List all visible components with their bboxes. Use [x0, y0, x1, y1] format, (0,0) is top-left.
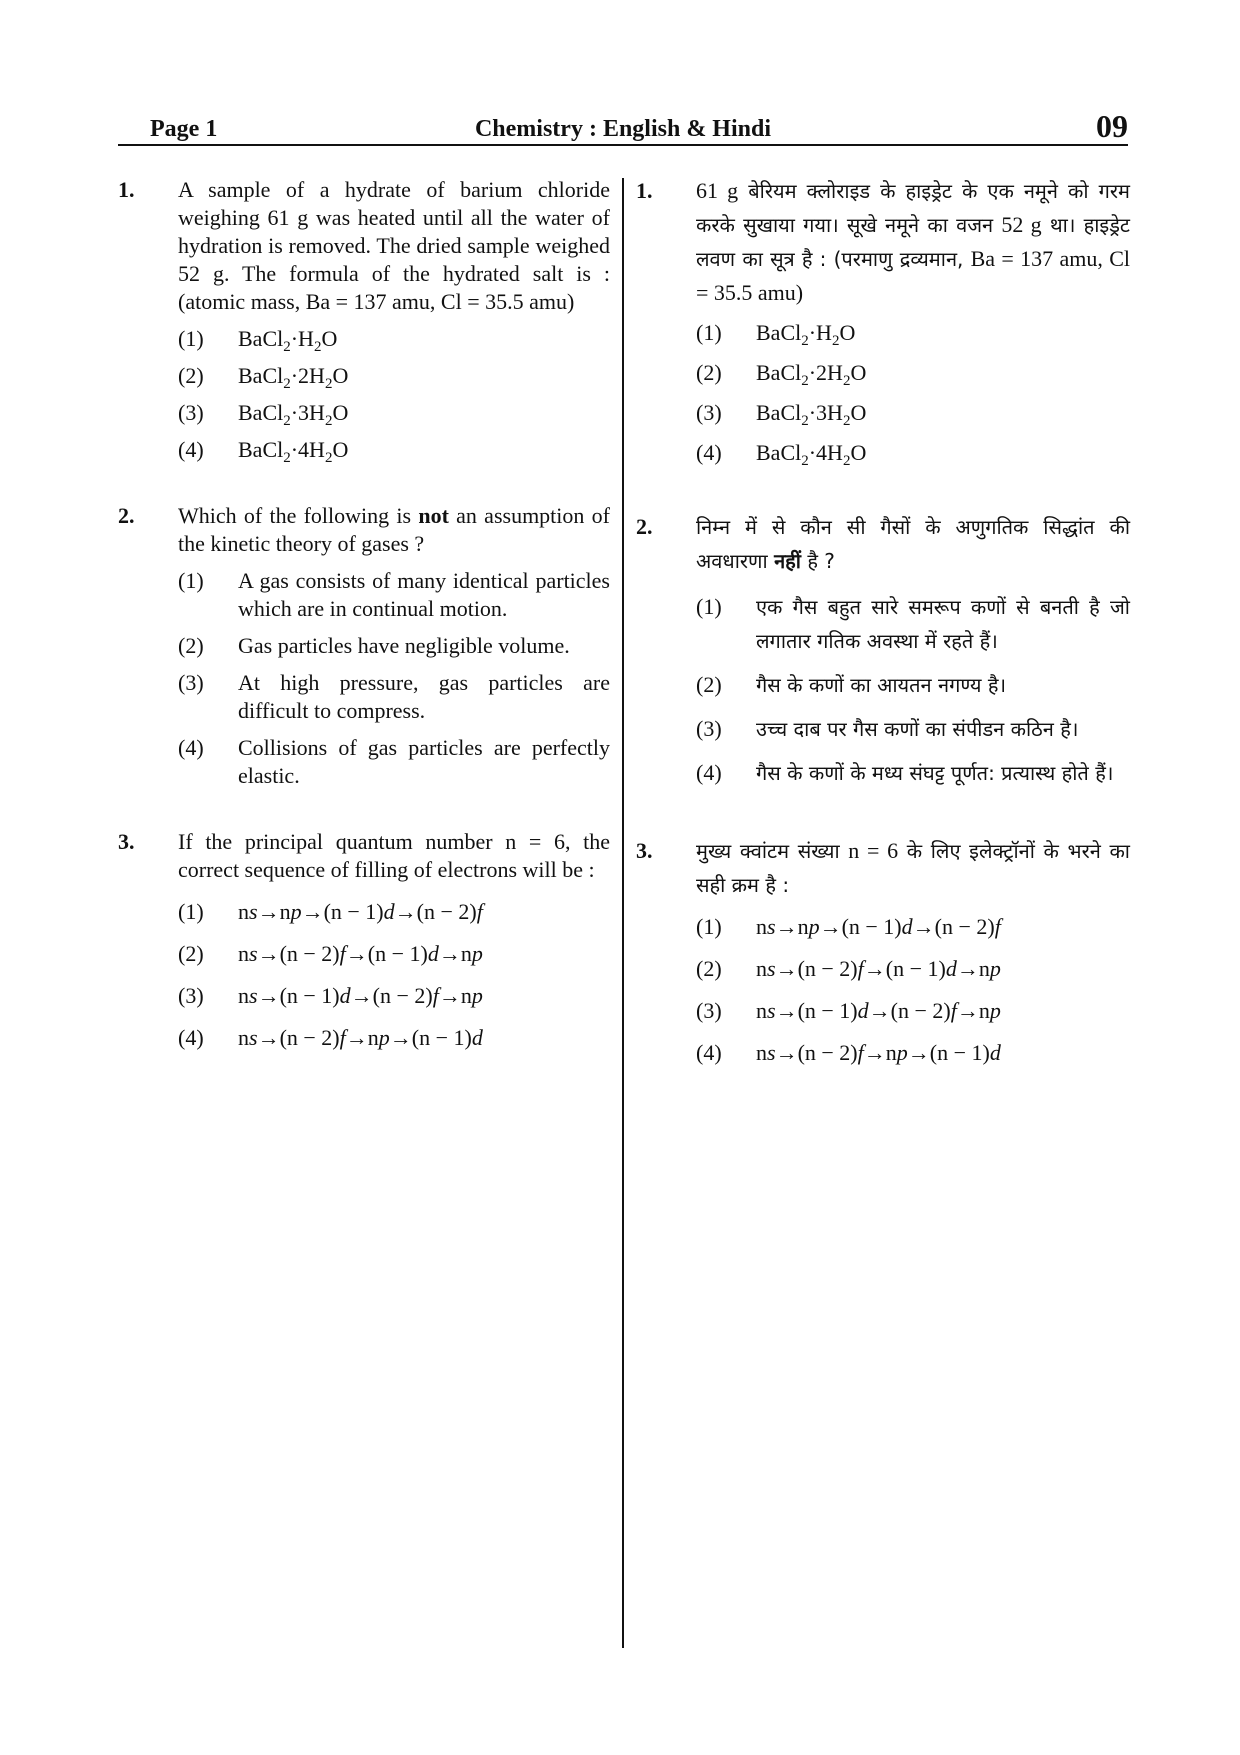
option-number: (3) [696, 716, 722, 741]
stem-text: n = 6 [848, 838, 899, 863]
option-2 [696, 356, 1130, 390]
option-1 [178, 567, 610, 623]
option-1 [696, 590, 1130, 658]
option-4 [178, 734, 610, 790]
option-text: ns→np→(n − 1)d→(n − 2)f [756, 914, 1001, 939]
question-stem [178, 502, 610, 558]
option-4 [696, 756, 1130, 790]
stem-text: 61 g [696, 178, 739, 203]
option-number: (4) [696, 440, 722, 465]
option-number: (3) [696, 998, 722, 1023]
question-number: 1. [118, 177, 135, 202]
option-number: (2) [178, 941, 204, 966]
option-text: $BaCl_2\cdot 4H_2O$ [756, 440, 867, 469]
option-number: (1) [696, 320, 722, 345]
option-text: Gas particles have negligible volume. [238, 633, 570, 658]
column-divider [622, 178, 624, 1648]
option-text: ns→(n − 2)f→(n − 1)d→np [238, 941, 483, 966]
question-stem [696, 834, 1130, 902]
stem-text: Ba = 137 amu, Cl = 35.5 amu) [696, 246, 1130, 305]
option-text: ns→(n − 2)f→np→(n − 1)d [238, 1025, 483, 1050]
option-text: $BaCl_2\cdot H_2O$ [238, 326, 338, 355]
option-1 [696, 316, 1130, 350]
option-3 [178, 669, 610, 725]
option-text: ns→(n − 2)f→np→(n − 1)d [756, 1040, 1001, 1065]
option-text: एक गैस बहुत सारे समरूप कणों से बनती है जो लगातार गतिक अवस्था में रहते हैं। [756, 595, 1130, 653]
option-text: $BaCl_2\cdot 2H_2O$ [756, 360, 867, 389]
option-number: (1) [178, 568, 204, 593]
option-text: ns→(n − 1)d→(n − 2)f→np [756, 998, 1001, 1023]
option-number: (1) [696, 594, 722, 619]
stem-text: है ? [800, 549, 835, 573]
page-header [118, 108, 1128, 148]
option-text: $BaCl_2\cdot 3H_2O$ [238, 400, 349, 429]
hindi-column [636, 174, 1130, 1070]
option-3 [178, 399, 610, 427]
stem-text: 52 g [1001, 212, 1042, 237]
option-number: (3) [178, 983, 204, 1008]
option-4 [178, 436, 610, 464]
option-3 [696, 396, 1130, 430]
option-text: $BaCl_2\cdot 3H_2O$ [756, 400, 867, 429]
page-title: Chemistry : English & Hindi [474, 116, 772, 142]
paper-code: 09 [1096, 108, 1128, 144]
option-list [696, 316, 1130, 470]
header-rule [118, 144, 1128, 146]
question-3-en [118, 828, 610, 1052]
option-text: ns→(n − 1)d→(n − 2)f→np [238, 983, 483, 1008]
stem-text: Which of the following is [178, 503, 419, 528]
option-number: (2) [696, 672, 722, 697]
stem-text: था। हाइड्रेट लवण का सूत्र है : (परमाणु द्रव्यमान, [696, 213, 1131, 271]
option-list [178, 325, 610, 464]
option-list [178, 567, 610, 790]
question-stem: A sample of a hydrate of barium chloride weighing 61 g was heated until all the water of hydration is removed. The dried sample weighed 52 g. The formula of the hydrated salt is : (atomic mass, Ba = 137 amu, Cl = 35.5 amu) [178, 177, 610, 314]
option-number: (2) [178, 363, 204, 388]
option-1 [178, 325, 610, 353]
option-text: A gas consists of many identical particles which are in continual motion. [238, 568, 610, 621]
question-1-hi [636, 174, 1130, 470]
option-number: (4) [696, 760, 722, 785]
option-text: $BaCl_2\cdot 2H_2O$ [238, 363, 349, 392]
question-number: 1. [636, 178, 653, 203]
stem-text: निम्न में से कौन सी गैसों के अणुगतिक सिद्धांत की अवधारणा [696, 515, 1130, 573]
option-number: (1) [178, 899, 204, 924]
option-2 [178, 632, 610, 660]
question-2-en [118, 502, 610, 790]
question-number: 2. [636, 514, 653, 539]
question-number: 3. [636, 838, 653, 863]
stem-text: मुख्य क्वांटम संख्या [696, 839, 849, 863]
question-stem [696, 510, 1130, 578]
option-text: Collisions of gas particles are perfectly elastic. [238, 735, 610, 788]
option-text: गैस के कणों के मध्य संघट्ट पूर्णत: प्रत्यास्थ होते हैं। [756, 761, 1114, 785]
option-2 [696, 952, 1130, 986]
question-1-en [118, 176, 610, 464]
option-3 [696, 994, 1130, 1028]
option-number: (1) [178, 326, 204, 351]
question-3-hi [636, 834, 1130, 1070]
option-number: (4) [178, 1025, 204, 1050]
option-text: At high pressure, gas particles are difficult to compress. [238, 670, 610, 723]
option-number: (2) [696, 956, 722, 981]
option-list [696, 910, 1130, 1070]
stem-text: के लिए इलेक्ट्रॉनों के भरने का सही क्रम है : [696, 839, 1130, 897]
option-2 [178, 362, 610, 390]
option-text: गैस के कणों का आयतन नगण्य है। [756, 673, 1007, 697]
option-text: ns→np→(n − 1)d→(n − 2)f [238, 899, 483, 924]
option-text: $BaCl_2\cdot H_2O$ [756, 320, 856, 349]
option-3 [178, 982, 610, 1010]
option-3 [696, 712, 1130, 746]
option-1 [696, 910, 1130, 944]
question-number: 2. [118, 503, 135, 528]
option-text: उच्च दाब पर गैस कणों का संपीडन कठिन है। [756, 717, 1079, 741]
option-number: (4) [696, 1040, 722, 1065]
question-number: 3. [118, 829, 135, 854]
option-text: $BaCl_2\cdot 4H_2O$ [238, 437, 349, 466]
option-number: (3) [178, 670, 204, 695]
option-number: (2) [696, 360, 722, 385]
stem-emphasis: not [418, 503, 449, 528]
option-1 [178, 898, 610, 926]
stem-text: an assumption of the kinetic theory of gases ? [178, 503, 610, 556]
english-column [118, 176, 610, 1052]
stem-text: बेरियम क्लोराइड के हाइड्रेट के एक नमूने को गरम करके सुखाया गया। सूखे नमूने का वजन [696, 179, 1131, 237]
page-label: Page 1 [150, 116, 218, 142]
option-number: (4) [178, 437, 204, 462]
option-number: (3) [178, 400, 204, 425]
question-stem: If the principal quantum number n = 6, the correct sequence of filling of electrons will be : [178, 829, 610, 882]
option-number: (3) [696, 400, 722, 425]
option-2 [696, 668, 1130, 702]
option-number: (4) [178, 735, 204, 760]
option-number: (2) [178, 633, 204, 658]
stem-emphasis: नहीं [774, 549, 801, 573]
option-number: (1) [696, 914, 722, 939]
option-list [696, 590, 1130, 790]
question-stem [696, 174, 1130, 310]
question-2-hi [636, 510, 1130, 790]
option-list [178, 898, 610, 1052]
option-text: ns→(n − 2)f→(n − 1)d→np [756, 956, 1001, 981]
option-4 [696, 436, 1130, 470]
option-4 [178, 1024, 610, 1052]
option-4 [696, 1036, 1130, 1070]
option-2 [178, 940, 610, 968]
